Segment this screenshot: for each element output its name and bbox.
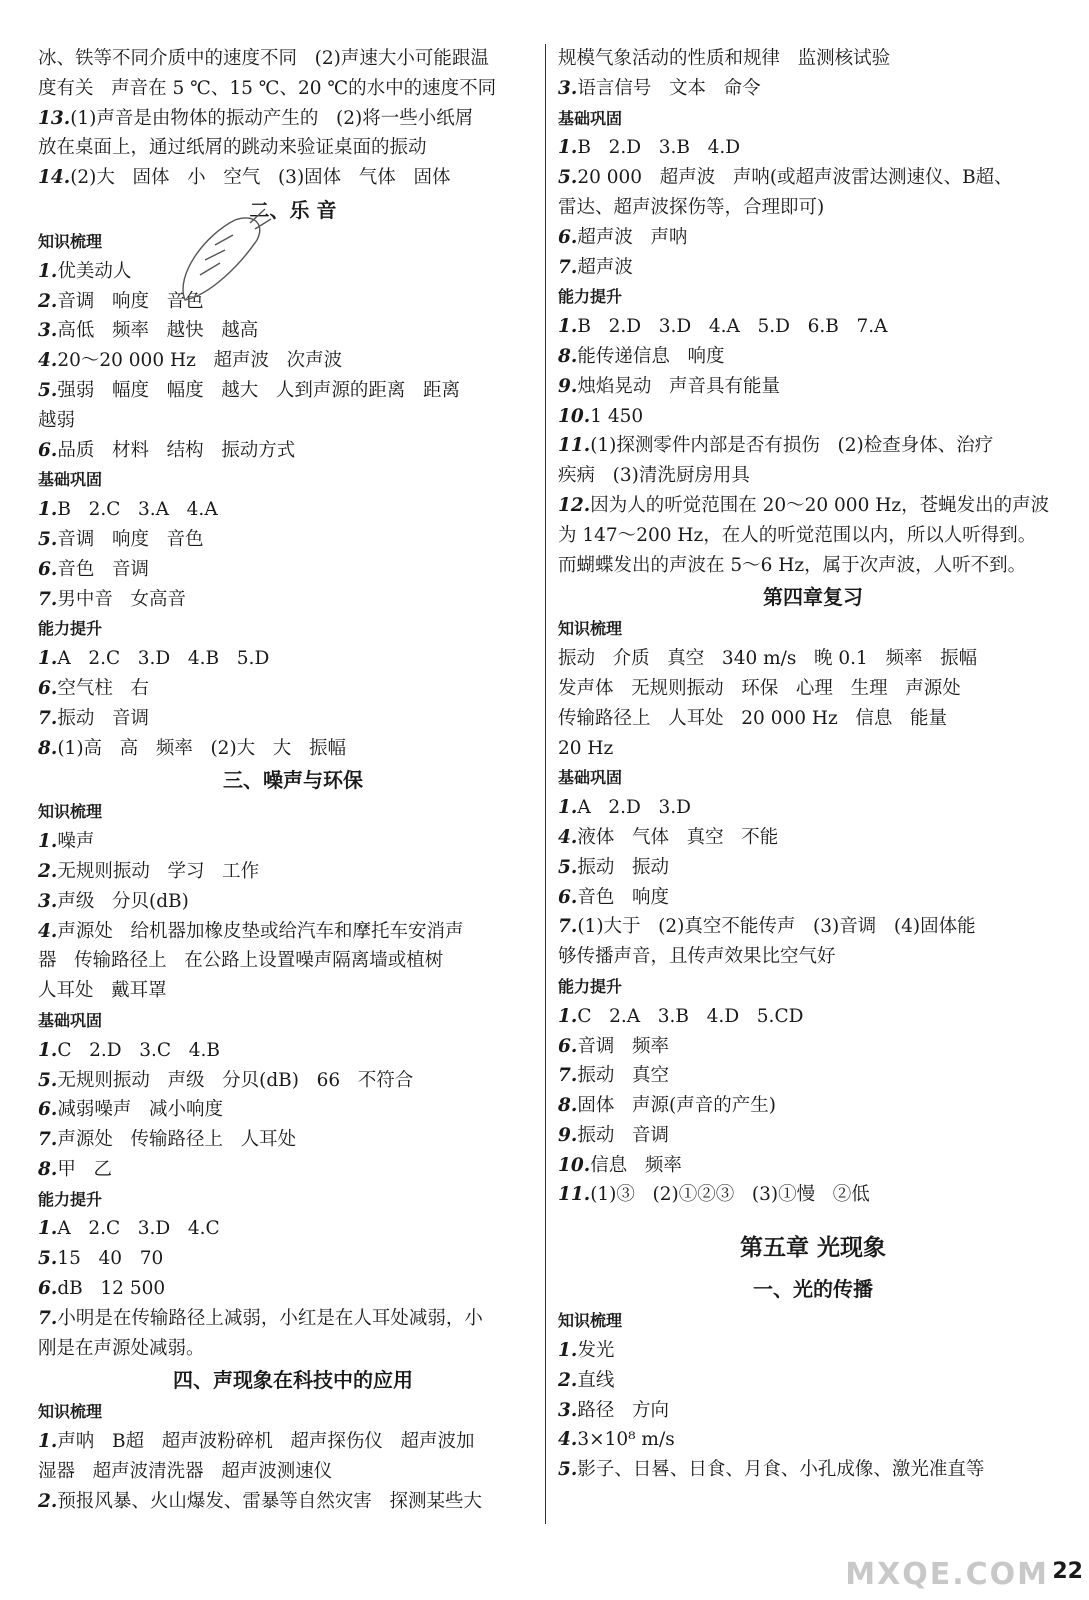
- item-number: 7.: [558, 256, 578, 278]
- answer-line: [558, 74, 1068, 104]
- answer-text: 超声波 声呐: [577, 226, 688, 248]
- item-number: 9.: [558, 375, 578, 397]
- answer-text: dB 12 500: [57, 1278, 166, 1300]
- answer-line: [38, 406, 548, 436]
- answer-text: 振动 真空: [577, 1065, 669, 1087]
- subsection-heading: 知识梳理: [558, 619, 623, 639]
- item-number: 6.: [38, 1099, 58, 1121]
- item-number: 7.: [38, 1129, 58, 1151]
- answer-line: [558, 521, 1068, 551]
- answer-line: [38, 1155, 548, 1185]
- answer-line: [558, 823, 1068, 853]
- answer-text: 发光: [577, 1340, 615, 1362]
- answer-text: 发声体 无规则振动 环保 心理 生理 声源处: [558, 677, 961, 699]
- item-number: 5.: [38, 379, 58, 401]
- subsection-heading: 能力提升: [38, 619, 103, 639]
- answer-text: 湿器 超声波清洗器 超声波测速仪: [38, 1461, 333, 1483]
- answer-text: 音调 频率: [577, 1035, 669, 1057]
- answer-line: [558, 44, 1068, 74]
- item-number: 12.: [558, 494, 591, 516]
- answer-line: [38, 44, 548, 74]
- answer-line: [38, 976, 548, 1006]
- answer-text: 路径 方向: [577, 1399, 669, 1421]
- section-heading: 一、光的传播: [753, 1277, 873, 1302]
- answer-text: 空气柱 右: [57, 677, 149, 699]
- answer-line: [38, 376, 548, 406]
- answer-line: [38, 734, 548, 764]
- answer-line: [38, 827, 548, 857]
- subsection-heading: 能力提升: [558, 976, 623, 996]
- answer-line: [38, 857, 548, 887]
- item-number: 1.: [38, 1218, 58, 1240]
- item-number: 2.: [38, 860, 58, 882]
- answer-text: 因为人的听觉范围在 20～20 000 Hz，苍蝇发出的声波: [590, 494, 1050, 516]
- answer-line: [38, 257, 548, 287]
- item-number: 7.: [38, 707, 58, 729]
- page-number: 22: [1052, 1559, 1083, 1584]
- item-number: 6.: [38, 1278, 58, 1300]
- item-number: 4.: [558, 1429, 578, 1451]
- item-number: 5.: [558, 856, 578, 878]
- answer-text: 影子、日晷、日食、月食、小孔成像、激光准直等: [577, 1459, 985, 1481]
- answer-line: [558, 312, 1068, 342]
- item-number: 5.: [38, 1069, 58, 1091]
- answer-text: 无规则振动 声级 分贝(dB) 66 不符合: [57, 1069, 414, 1091]
- answer-text: 音调 响度 音色: [57, 290, 204, 312]
- subsection-heading: 基础巩固: [38, 470, 103, 490]
- subsection-heading: 基础巩固: [558, 768, 623, 788]
- answer-text: C 2.D 3.C 4.B: [57, 1039, 220, 1061]
- section-heading: 四、声现象在科技中的应用: [173, 1368, 413, 1393]
- answer-line: [558, 1091, 1068, 1121]
- spacer: [558, 1210, 1068, 1224]
- item-number: 9.: [558, 1124, 578, 1146]
- left-column: [38, 44, 548, 1517]
- answer-text: 预报风暴、火山爆发、雷暴等自然灾害 探测某些大: [57, 1490, 482, 1512]
- item-number: 1.: [38, 499, 58, 521]
- item-number: 6.: [558, 1035, 578, 1057]
- item-number: 1.: [38, 648, 58, 670]
- answer-text: 固体 声源(声音的产生): [577, 1095, 776, 1117]
- answer-text: 雷达、超声波探伤等，合理即可): [558, 196, 825, 218]
- answer-text: (1)③ (2)①②③ (3)①慢 ②低: [590, 1184, 870, 1206]
- item-number: 6.: [38, 558, 58, 580]
- answer-line: [558, 734, 1068, 764]
- answer-line: [558, 461, 1068, 491]
- answer-line: [558, 1002, 1068, 1032]
- answer-line: [38, 1214, 548, 1244]
- answer-text: 1 450: [590, 405, 644, 427]
- item-number: 14.: [38, 167, 71, 189]
- item-number: 1.: [558, 1340, 578, 1362]
- answer-text: 规模气象活动的性质和规律 监测核试验: [558, 48, 891, 69]
- item-number: 3.: [558, 1399, 578, 1421]
- answer-line: [558, 793, 1068, 823]
- answer-line: [38, 1244, 548, 1274]
- right-column: [558, 44, 1068, 1485]
- answer-line: [558, 1032, 1068, 1062]
- answer-line: [38, 1125, 548, 1155]
- answer-text: 优美动人: [57, 260, 132, 282]
- answer-text: 而蝴蝶发出的声波在 5～6 Hz，属于次声波，人听不到。: [558, 554, 1027, 576]
- item-number: 2.: [38, 1490, 58, 1512]
- answer-text: 振动 音调: [577, 1124, 669, 1146]
- answer-text: 声级 分贝(dB): [57, 890, 189, 912]
- answer-text: A 2.D 3.D: [577, 797, 691, 819]
- item-number: 1.: [558, 1005, 578, 1027]
- item-number: 6.: [558, 886, 578, 908]
- item-number: 10.: [558, 1154, 591, 1176]
- item-number: 1.: [558, 316, 578, 338]
- answer-text: 疾病 (3)清洗厨房用具: [558, 465, 750, 487]
- answer-text: 音色 响度: [577, 886, 669, 908]
- answer-text: 甲 乙: [57, 1158, 112, 1180]
- answer-line: [558, 1455, 1068, 1485]
- item-number: 6.: [38, 677, 58, 699]
- answer-text: (2)大 固体 小 空气 (3)固体 气体 固体: [70, 167, 451, 189]
- answer-text: 冰、铁等不同介质中的速度不同 (2)声速大小可能跟温: [38, 48, 489, 69]
- answer-line: [38, 495, 548, 525]
- answer-line: [38, 1334, 548, 1364]
- answer-text: 音色 音调: [57, 558, 149, 580]
- answer-line: [558, 1366, 1068, 1396]
- answer-text: 15 40 70: [57, 1248, 164, 1270]
- answer-text: 振动 音调: [57, 707, 149, 729]
- item-number: 6.: [558, 226, 578, 248]
- answer-line: [558, 431, 1068, 461]
- answer-text: 液体 气体 真空 不能: [577, 826, 779, 848]
- answer-line: [558, 644, 1068, 674]
- answer-line: [38, 704, 548, 734]
- item-number: 3.: [558, 77, 578, 99]
- answer-line: [38, 887, 548, 917]
- item-number: 4.: [38, 920, 58, 942]
- subsection-heading: 基础巩固: [558, 108, 623, 128]
- answer-text: 无规则振动 学习 工作: [57, 860, 260, 882]
- answer-text: (1)声音是由物体的振动产生的 (2)将一些小纸屑: [70, 107, 474, 129]
- carrot-illustration: [165, 205, 275, 315]
- item-number: 8.: [38, 737, 58, 759]
- item-number: 7.: [558, 916, 578, 938]
- answer-line: [558, 491, 1068, 521]
- answer-text: 噪声: [57, 831, 95, 853]
- answer-text: 20 000 超声波 声呐(或超声波雷达测速仪、B超、: [577, 167, 1013, 189]
- answer-text: 20～20 000 Hz 超声波 次声波: [57, 350, 343, 372]
- subsection-heading: 能力提升: [558, 287, 623, 307]
- answer-line: [38, 674, 548, 704]
- answer-text: 减弱噪声 减小响度: [57, 1099, 223, 1121]
- chapter-heading: 第五章 光现象: [739, 1235, 886, 1262]
- answer-text: 刚是在声源处减弱。: [38, 1337, 205, 1359]
- item-number: 1.: [558, 797, 578, 819]
- answer-text: 能传递信息 响度: [577, 345, 725, 367]
- answer-text: 3×10⁸ m/s: [577, 1429, 675, 1451]
- answer-line: [38, 1274, 548, 1304]
- section-heading: 第四章复习: [763, 585, 863, 610]
- answer-line: [38, 74, 548, 104]
- answer-line: [38, 346, 548, 376]
- answer-text: 强弱 幅度 幅度 越大 人到声源的距离 距离: [57, 379, 461, 401]
- item-number: 5.: [558, 1459, 578, 1481]
- answer-line: [38, 287, 548, 317]
- answer-line: [38, 316, 548, 346]
- answer-line: [558, 912, 1068, 942]
- answer-line: [558, 883, 1068, 913]
- item-number: 5.: [38, 528, 58, 550]
- answer-line: [38, 585, 548, 615]
- item-number: 1.: [558, 137, 578, 159]
- answer-text: A 2.C 3.D 4.C: [57, 1218, 220, 1240]
- answer-text: 男中音 女高音: [57, 588, 186, 610]
- answer-text: C 2.A 3.B 4.D 5.CD: [577, 1005, 804, 1027]
- subsection-heading: 知识梳理: [38, 802, 103, 822]
- answer-text: 烛焰晃动 声音具有能量: [577, 375, 780, 397]
- answer-line: [558, 1151, 1068, 1181]
- answer-text: (1)探测零件内部是否有损伤 (2)检查身体、治疗: [590, 435, 994, 457]
- answer-line: [558, 223, 1068, 253]
- answer-line: [38, 1457, 548, 1487]
- item-number: 7.: [38, 1307, 58, 1329]
- watermark: MXQE.COM: [845, 1557, 1049, 1592]
- answer-line: [558, 942, 1068, 972]
- answer-text: 音调 响度 音色: [57, 528, 204, 550]
- answer-line: [38, 436, 548, 466]
- answer-text: 越弱: [38, 409, 76, 431]
- answer-text: 语言信号 文本 命令: [577, 77, 761, 99]
- answer-text: 振动 振动: [577, 856, 669, 878]
- answer-text: 声呐 B超 超声波粉碎机 超声探伤仪 超声波加: [57, 1431, 475, 1453]
- item-number: 3.: [38, 320, 58, 342]
- answer-line: [558, 551, 1068, 581]
- item-number: 2.: [38, 290, 58, 312]
- answer-text: 声源处 传输路径上 人耳处: [57, 1129, 297, 1151]
- answer-line: [38, 644, 548, 674]
- subsection-heading: 能力提升: [38, 1189, 103, 1209]
- answer-line: [38, 1095, 548, 1125]
- item-number: 1.: [38, 1039, 58, 1061]
- answer-line: [558, 853, 1068, 883]
- answer-line: [558, 253, 1068, 283]
- item-number: 5.: [558, 167, 578, 189]
- answer-text: 为 147～200 Hz，在人的听觉范围以内，所以人听得到。: [558, 524, 1037, 546]
- answer-line: [558, 1121, 1068, 1151]
- answer-line: [38, 1304, 548, 1334]
- item-number: 8.: [558, 1095, 578, 1117]
- answer-line: [38, 1487, 548, 1517]
- answer-line: [558, 1336, 1068, 1366]
- item-number: 4.: [38, 350, 58, 372]
- answer-text: 20 Hz: [558, 737, 614, 759]
- item-number: 11.: [558, 435, 591, 457]
- answer-line: [558, 402, 1068, 432]
- answer-line: [558, 704, 1068, 734]
- item-number: 8.: [558, 345, 578, 367]
- answer-line: [558, 342, 1068, 372]
- subsection-heading: 知识梳理: [558, 1311, 623, 1331]
- item-number: 2.: [558, 1369, 578, 1391]
- answer-text: A 2.C 3.D 4.B 5.D: [57, 648, 270, 670]
- answer-line: [558, 1180, 1068, 1210]
- answer-line: [38, 163, 548, 193]
- answer-text: 够传播声音，且传声效果比空气好: [558, 946, 836, 968]
- subsection-heading: 基础巩固: [38, 1010, 103, 1030]
- answer-line: [558, 133, 1068, 163]
- item-number: 6.: [38, 439, 58, 461]
- item-number: 10.: [558, 405, 591, 427]
- answer-line: [38, 1036, 548, 1066]
- answer-line: [558, 163, 1068, 193]
- answer-text: 小明是在传输路径上减弱，小红是在人耳处减弱，小: [57, 1307, 483, 1329]
- answer-line: [38, 917, 548, 947]
- answer-text: B 2.D 3.D 4.A 5.D 6.B 7.A: [577, 316, 888, 338]
- answer-line: [558, 1061, 1068, 1091]
- answer-text: 直线: [577, 1369, 615, 1391]
- answer-line: [38, 133, 548, 163]
- answer-line: [558, 1425, 1068, 1455]
- item-number: 8.: [38, 1158, 58, 1180]
- answer-text: 人耳处 戴耳罩: [38, 980, 167, 1002]
- subsection-heading: 知识梳理: [38, 231, 103, 251]
- item-number: 5.: [38, 1248, 58, 1270]
- answer-line: [558, 372, 1068, 402]
- section-heading: 二、乐 音: [249, 197, 337, 222]
- item-number: 3.: [38, 890, 58, 912]
- item-number: 4.: [558, 826, 578, 848]
- item-number: 1.: [38, 831, 58, 853]
- section-heading: 三、噪声与环保: [223, 768, 363, 793]
- item-number: 13.: [38, 107, 71, 129]
- answer-line: [558, 193, 1068, 223]
- item-number: 11.: [558, 1184, 591, 1206]
- answer-text: (1)高 高 频率 (2)大 大 振幅: [57, 737, 346, 759]
- answer-text: 高低 频率 越快 越高: [57, 320, 259, 342]
- answer-text: 振动 介质 真空 340 m/s 晚 0.1 频率 振幅: [558, 648, 978, 670]
- answer-line: [558, 1396, 1068, 1426]
- answer-line: [38, 1427, 548, 1457]
- subsection-heading: 知识梳理: [38, 1402, 103, 1422]
- answer-text: (1)大于 (2)真空不能传声 (3)音调 (4)固体能: [577, 916, 976, 938]
- item-number: 1.: [38, 260, 58, 282]
- item-number: 7.: [558, 1065, 578, 1087]
- answer-text: 放在桌面上，通过纸屑的跳动来验证桌面的振动: [38, 137, 427, 159]
- answer-text: 传输路径上 人耳处 20 000 Hz 信息 能量: [558, 707, 948, 729]
- answer-line: [38, 555, 548, 585]
- answer-line: [38, 1066, 548, 1096]
- answer-text: B 2.C 3.A 4.A: [57, 499, 218, 521]
- answer-text: 声源处 给机器加橡皮垫或给汽车和摩托车安消声: [57, 920, 464, 942]
- answer-text: B 2.D 3.B 4.D: [577, 137, 741, 159]
- column-divider: [545, 44, 546, 1524]
- answer-text: 品质 材料 结构 振动方式: [57, 439, 296, 461]
- answer-line: [38, 946, 548, 976]
- answer-line: [558, 674, 1068, 704]
- answer-line: [38, 104, 548, 134]
- answer-text: 器 传输路径上 在公路上设置噪声隔离墙或植树: [38, 950, 444, 972]
- answer-text: 信息 频率: [590, 1154, 682, 1176]
- answer-line: [38, 525, 548, 555]
- item-number: 1.: [38, 1431, 58, 1453]
- answer-text: 度有关 声音在 5 ℃、15 ℃、20 ℃的水中的速度不同: [38, 77, 497, 99]
- item-number: 7.: [38, 588, 58, 610]
- answer-text: 超声波: [577, 256, 633, 278]
